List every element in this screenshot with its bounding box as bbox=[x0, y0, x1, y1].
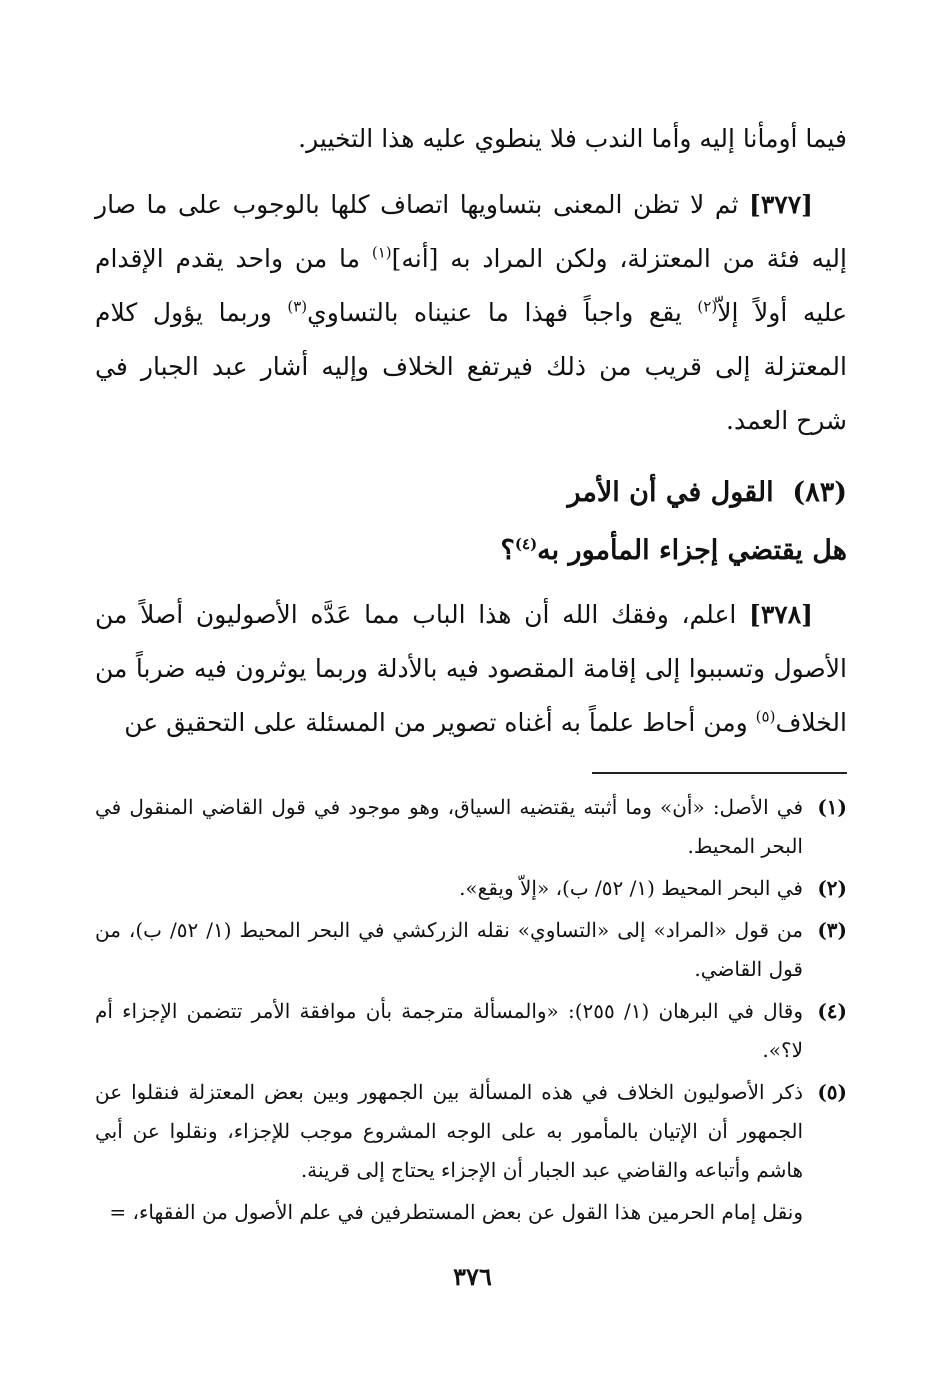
footnote-number: (١) bbox=[817, 795, 847, 819]
footnote-ref-4[interactable]: (٤) bbox=[514, 535, 538, 553]
section-heading bbox=[95, 464, 847, 580]
paragraph-number: [٣٧٧] bbox=[749, 190, 814, 219]
footnote-1 bbox=[95, 788, 847, 866]
footnote-text: وقال في البرهان (١/ ٢٥٥): «والمسألة مترجمة بأن موافقة الأمر تتضمن الإجزاء أم لا؟». bbox=[95, 999, 804, 1062]
footnote-number: (٤) bbox=[817, 999, 847, 1023]
footnote-3 bbox=[95, 911, 847, 989]
paragraph-text: ثم لا تظن المعنى بتساويها اتصاف كلها بالوجوب على ما صار إليه فئة من المعتزلة، ولكن المراد به [أنه] bbox=[95, 190, 847, 273]
paragraph-377 bbox=[95, 178, 847, 448]
footnote-number: (٥) bbox=[817, 1080, 847, 1104]
paragraph-text: يقع واجباً فهذا ما عنيناه بالتساوي bbox=[307, 298, 698, 327]
footnote-5 bbox=[95, 1073, 847, 1190]
footnote-continuation: ونقل إمام الحرمين هذا القول عن بعض المستطرفين في علم الأصول من الفقهاء، = bbox=[109, 1200, 803, 1224]
paragraph-text: ومن أحاط علماً به أغناه تصوير من المسئلة على التحقيق عن bbox=[124, 708, 756, 737]
footnote-ref-3[interactable]: (٣) bbox=[287, 297, 308, 316]
footnote-text: في الأصل: «أن» وما أثبته يقتضيه السياق، وهو موجود في قول القاضي المنقول في البحر المحيط. bbox=[95, 795, 803, 858]
footnote-ref-5[interactable]: (٥) bbox=[755, 707, 776, 726]
heading-question-mark: ؟ bbox=[500, 535, 515, 566]
heading-line-1 bbox=[95, 464, 847, 522]
page bbox=[95, 112, 847, 1232]
intro-paragraph-text: فيما أومأنا إليه وأما الندب فلا ينطوي عليه هذا التخيير. bbox=[298, 124, 847, 153]
heading-title: القول في أن الأمر bbox=[567, 477, 774, 508]
footnote-text: ذكر الأصوليون الخلاف في هذه المسألة بين الجمهور وبين بعض المعتزلة فنقلوا عن الجمهور أن الإتيان بالمأمور به على الوجه المشروع موجب للإجزاء، ونقلوا عن أبي هاشم وأتباعه والقاضي عبد الجبار أن الإجزاء يحتاج إلى قرينة. bbox=[95, 1080, 803, 1182]
page-number: ٣٧٦ bbox=[453, 1262, 492, 1291]
footnote-4 bbox=[95, 992, 847, 1070]
footnote-text: في البحر المحيط (١/ ٥٢/ ب)، «إلاّ ويقع». bbox=[459, 876, 803, 900]
intro-paragraph bbox=[95, 112, 847, 166]
footnotes bbox=[95, 788, 847, 1232]
heading-line-2 bbox=[95, 522, 847, 580]
paragraph-text: وربما يؤول كلام المعتزلة إلى قريب من ذلك فيرتفع الخلاف وإليه أشار عبد الجبار في شرح العمد. bbox=[95, 298, 847, 435]
paragraph-378 bbox=[95, 588, 847, 750]
footnote-number: (٣) bbox=[817, 918, 847, 942]
footnote-number: (٢) bbox=[817, 876, 847, 900]
main-text bbox=[95, 112, 847, 750]
footnote-separator bbox=[592, 772, 847, 774]
heading-subtitle: هل يقتضي إجزاء المأمور به bbox=[537, 535, 847, 566]
footnote-2 bbox=[95, 869, 847, 908]
paragraph-text: اعلم، وفقك الله أن هذا الباب مما عَدَّه الأصوليون أصلاً من الأصول وتسببوا إلى إقامة المقصود فيه بالأدلة وربما يوثرون فيه ضرباً من الخلاف bbox=[95, 600, 847, 737]
footnote-ref-2[interactable]: (٢) bbox=[697, 297, 718, 316]
paragraph-number: [٣٧٨] bbox=[749, 600, 813, 629]
footnote-text: من قول «المراد» إلى «التساوي» نقله الزركشي في البحر المحيط (١/ ٥٢/ ب)، من قول القاضي. bbox=[95, 918, 803, 981]
heading-number: (٨٣) bbox=[792, 477, 847, 508]
paragraph-text: ما من واحد يقدم الإقدام عليه أولاً إلاّ bbox=[95, 244, 848, 327]
footnote-ref-1[interactable]: (١) bbox=[371, 243, 392, 262]
